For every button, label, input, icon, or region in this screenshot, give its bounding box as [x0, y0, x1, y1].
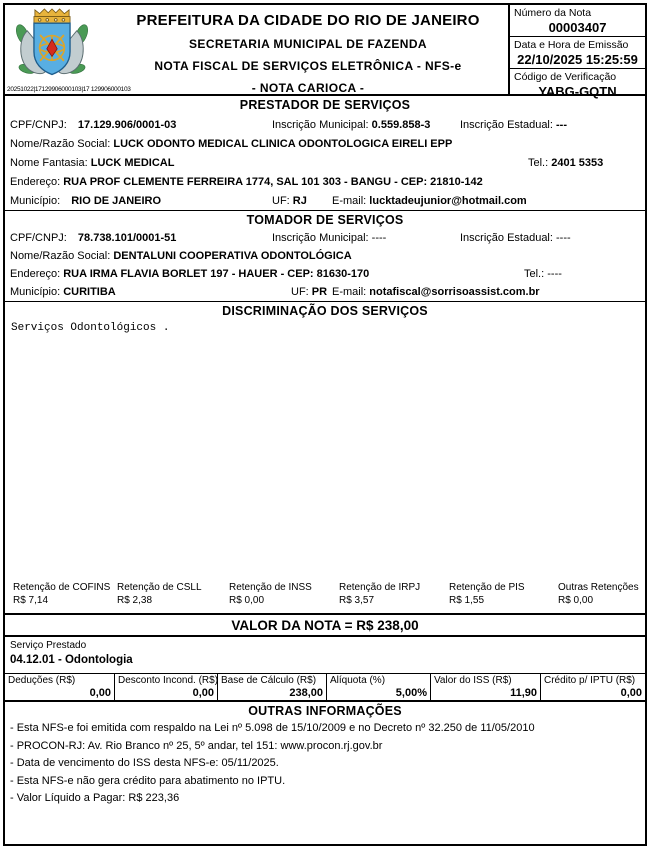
prestador-row-razao: [5, 135, 645, 154]
prestador-im: Inscrição Municipal: 0.559.858-3: [272, 119, 431, 131]
info-line-vencimento-iss: - Data de vencimento do ISS desta NFS-e: 05/11/2025.: [10, 757, 279, 769]
info-line-procon: - PROCON-RJ: Av. Rio Branco nº 25, 5º andar, tel 151: www.procon.rj.gov.br: [10, 739, 383, 752]
servico-prestado-label: Serviço Prestado: [10, 640, 87, 651]
prestador-ie: Inscrição Estadual: ---: [460, 119, 567, 131]
prestador-cnpj-label: CPF/CNPJ:: [10, 119, 67, 131]
discriminacao-text: Serviços Odontológicos .: [11, 322, 170, 334]
verificacao-label: Código de Verificação: [514, 71, 617, 83]
outras-informacoes-section: [5, 702, 645, 844]
tributo-desconto: Desconto Incond. (R$) 0,00: [115, 674, 218, 700]
tomador-uf: UF: PR: [291, 286, 328, 298]
prestador-fantasia-label: Nome Fantasia:: [10, 157, 88, 169]
tomador-endereco-label: Endereço:: [10, 268, 61, 280]
retencoes-row: [5, 581, 645, 613]
prefeitura-title: PREFEITURA DA CIDADE DO RIO DE JANEIRO: [136, 12, 480, 29]
tomador-section: [5, 211, 645, 302]
prestador-razao-label: Nome/Razão Social:: [10, 138, 111, 150]
servico-prestado-section: [5, 637, 645, 674]
prestador-endereco-label: Endereço:: [10, 176, 61, 188]
servico-prestado-value: 04.12.01 - Odontologia: [10, 654, 133, 666]
tomador-im: Inscrição Municipal: ----: [272, 232, 387, 244]
info-line-lei: - Esta NFS-e foi emitida com respaldo na Lei nº 5.098 de 15/10/2009 e no Decreto nº 32.250 de 11/05/2010: [10, 722, 535, 734]
prestador-uf: UF: RJ: [272, 195, 307, 207]
numero-nota-label: Número da Nota: [514, 7, 592, 19]
tomador-ie: Inscrição Estadual: ----: [460, 232, 571, 244]
retencao-outras: Outras Retenções R$ 0,00: [558, 582, 639, 606]
tomador-razao-label: Nome/Razão Social:: [10, 250, 111, 262]
retencao-irpj: Retenção de IRPJ R$ 3,57: [339, 582, 421, 606]
tomador-row-municipio: [5, 283, 645, 301]
retencao-pis: Retenção de PIS R$ 1,55: [449, 582, 525, 606]
discriminacao-section: [5, 302, 645, 615]
logo-column: [5, 5, 131, 94]
prestador-email: E-mail: lucktadeujunior@hotmail.com: [332, 195, 527, 207]
tomador-row-razao: [5, 247, 645, 265]
tomador-cnpj-label: CPF/CNPJ:: [10, 232, 67, 244]
tributo-valor-iss: Valor do ISS (R$) 11,90: [431, 674, 541, 700]
nfse-subtitle: NOTA FISCAL DE SERVIÇOS ELETRÔNICA - NFS-e: [154, 59, 462, 73]
prestador-municipio-value: RIO DE JANEIRO: [71, 195, 162, 207]
prestador-fantasia-value: LUCK MEDICAL: [90, 157, 175, 169]
prestador-endereco-value: RUA PROF CLEMENTE FERREIRA 1774, SAL 101 303 - BANGU - CEP: 21810-142: [63, 176, 483, 188]
tributo-base-calculo: Base de Cálculo (R$) 238,00: [218, 674, 327, 700]
valor-da-nota: VALOR DA NOTA = R$ 238,00: [5, 615, 645, 637]
info-line-valor-liquido: - Valor Líquido a Pagar: R$ 223,36: [10, 792, 180, 804]
tomador-email: E-mail: notafiscal@sorrisoassist.com.br: [332, 286, 540, 298]
tomador-cnpj-value: 78.738.101/0001-51: [77, 232, 177, 244]
prestador-row-endereco: [5, 173, 645, 192]
retencao-cofins: Retenção de COFINS R$ 7,14: [13, 582, 111, 606]
prestador-title: PRESTADOR DE SERVIÇOS: [239, 98, 411, 112]
tributo-credito-iptu: Crédito p/ IPTU (R$) 0,00: [544, 675, 642, 699]
numero-nota-value: 00003407: [548, 20, 607, 35]
verificacao-value: YABG-GQTN: [538, 84, 617, 99]
document-header: [5, 5, 645, 99]
tributo-deducoes: Deduções (R$) 0,00: [5, 674, 115, 700]
tomador-row-endereco: [5, 265, 645, 283]
numero-nota-box: [510, 5, 645, 36]
nfse-barcode-number: 20251022|17129906000103|17 129906000103: [7, 86, 131, 93]
prestador-row-fantasia: [5, 154, 645, 173]
retencao-csll: Retenção de CSLL R$ 2,38: [117, 582, 202, 606]
retencao-inss: Retenção de INSS R$ 0,00: [229, 582, 312, 606]
prestador-cnpj-value: 17.129.906/0001-03: [77, 119, 177, 131]
tomador-razao-value: DENTALUNI COOPERATIVA ODONTOLÓGICA: [113, 250, 352, 262]
prestador-tel: Tel.: 2401 5353: [528, 157, 604, 169]
header-titles: [108, 5, 508, 94]
nota-carioca-subtitle: - NOTA CARIOCA -: [251, 81, 365, 95]
tomador-municipio-label: Município:: [10, 286, 61, 298]
discriminacao-title: DISCRIMINAÇÃO DOS SERVIÇOS: [222, 304, 428, 318]
prestador-municipio-label: Município:: [10, 195, 61, 207]
tomador-tel: Tel.: ----: [524, 268, 562, 280]
tributo-aliquota: Alíquota (%) 5,00%: [327, 674, 431, 700]
tomador-title: TOMADOR DE SERVIÇOS: [246, 213, 404, 227]
info-line-credito-iptu: - Esta NFS-e não gera crédito para abatimento no IPTU.: [10, 774, 286, 787]
prestador-row-cnpj: [5, 116, 645, 135]
prestador-razao-value: LUCK ODONTO MEDICAL CLINICA ODONTOLOGICA EIRELI EPP: [113, 138, 453, 150]
tomador-endereco-value: RUA IRMA FLAVIA BORLET 197 - HAUER - CEP: 81630-170: [63, 268, 370, 280]
tomador-municipio-value: CURITIBA: [63, 286, 116, 298]
document-frame: [3, 3, 647, 846]
tributos-table: [5, 674, 645, 702]
emissao-value: 22/10/2025 15:25:59: [517, 52, 638, 67]
prestador-row-municipio: [5, 192, 645, 211]
secretaria-subtitle: SECRETARIA MUNICIPAL DE FAZENDA: [189, 37, 427, 51]
emissao-label: Data e Hora de Emissão: [514, 39, 629, 51]
outras-informacoes-title: OUTRAS INFORMAÇÕES: [248, 704, 402, 718]
emissao-box: [510, 36, 645, 68]
header-right-column: [508, 5, 645, 99]
tomador-row-cnpj: [5, 229, 645, 247]
prestador-section: [5, 96, 645, 211]
